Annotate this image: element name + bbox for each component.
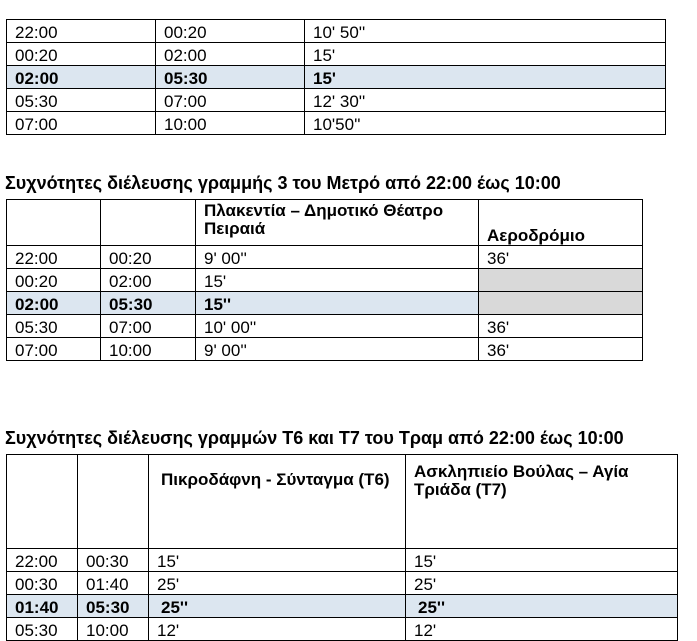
table-row	[7, 89, 666, 112]
tram-t6-t7-heading: Συχνότητες διέλευσης γραμμών Τ6 και Τ7 του Τραμ από 22:00 έως 10:00	[5, 428, 624, 448]
time-to: 07:00	[101, 315, 196, 338]
time-from: 00:20	[7, 269, 101, 292]
table-row	[7, 112, 666, 135]
table-row	[7, 20, 666, 43]
time-to: 00:20	[101, 246, 196, 269]
time-from: 02:00	[7, 292, 101, 315]
time-to: 07:00	[156, 89, 305, 112]
time-from: 00:30	[7, 572, 78, 595]
metro-line3-frequency-table	[6, 199, 643, 361]
frequency-t7: 12'	[406, 618, 678, 641]
time-to: 00:30	[78, 549, 149, 572]
metro-line3-heading: Συχνότητες διέλευσης γραμμής 3 του Μετρό από 22:00 έως 10:00	[5, 173, 561, 193]
empty-header-cell	[7, 455, 78, 549]
table-row-highlighted	[7, 66, 666, 89]
table-row	[7, 269, 643, 292]
frequency-piraeus: 9' 00''	[196, 246, 479, 269]
frequency-t7: 25'	[406, 572, 678, 595]
frequency-piraeus: 10' 00''	[196, 315, 479, 338]
table-row-highlighted	[7, 595, 678, 618]
time-from: 05:30	[7, 315, 101, 338]
table-row	[7, 43, 666, 66]
frequency-t6: 25''	[149, 595, 406, 618]
frequency: 10' 50''	[305, 20, 666, 43]
time-from: 07:00	[7, 338, 101, 361]
frequency-airport: 36'	[479, 338, 643, 361]
time-from: 22:00	[7, 549, 78, 572]
frequency-t6: 12'	[149, 618, 406, 641]
table-row	[7, 572, 678, 595]
table-row	[7, 618, 678, 641]
frequency: 15'	[305, 43, 666, 66]
table-header-row	[7, 200, 643, 246]
frequency: 10'50''	[305, 112, 666, 135]
column-header-t7: Ασκληπιείο Βούλας – Αγία Τριάδα (Τ7)	[406, 455, 678, 549]
frequency-piraeus: 9' 00''	[196, 338, 479, 361]
column-header-airport: Αεροδρόμιο	[479, 200, 643, 246]
time-from: 00:20	[7, 43, 156, 66]
frequency-airport: 36'	[479, 246, 643, 269]
frequency-airport-empty	[479, 269, 643, 292]
table-row	[7, 549, 678, 572]
frequency-airport: 36'	[479, 315, 643, 338]
tram-frequency-table	[6, 454, 678, 641]
time-to: 10:00	[78, 618, 149, 641]
frequency-t7: 15'	[406, 549, 678, 572]
frequency: 15'	[305, 66, 666, 89]
time-from: 22:00	[7, 20, 156, 43]
table-row	[7, 246, 643, 269]
empty-header-cell	[7, 200, 101, 246]
table-row	[7, 315, 643, 338]
frequency-piraeus: 15'	[196, 269, 479, 292]
time-to: 05:30	[101, 292, 196, 315]
time-to: 02:00	[101, 269, 196, 292]
table-row-highlighted	[7, 292, 643, 315]
empty-header-cell	[101, 200, 196, 246]
time-to: 01:40	[78, 572, 149, 595]
time-to: 10:00	[101, 338, 196, 361]
time-to: 10:00	[156, 112, 305, 135]
frequency-t7: 25''	[406, 595, 678, 618]
time-from: 01:40	[7, 595, 78, 618]
time-from: 22:00	[7, 246, 101, 269]
empty-header-cell	[78, 455, 149, 549]
time-from: 05:30	[7, 89, 156, 112]
frequency-airport-empty	[479, 292, 643, 315]
line1-frequency-table	[6, 19, 666, 135]
frequency-t6: 25'	[149, 572, 406, 595]
time-to: 00:20	[156, 20, 305, 43]
time-from: 02:00	[7, 66, 156, 89]
frequency-t6: 15'	[149, 549, 406, 572]
time-to: 05:30	[156, 66, 305, 89]
column-header-piraeus: Πλακεντία – Δημοτικό Θέατρο Πειραιά	[196, 200, 479, 246]
frequency-piraeus: 15''	[196, 292, 479, 315]
time-from: 07:00	[7, 112, 156, 135]
time-from: 05:30	[7, 618, 78, 641]
table-row	[7, 338, 643, 361]
time-to: 05:30	[78, 595, 149, 618]
column-header-t6: Πικροδάφνη - Σύνταγμα (Τ6)	[149, 455, 406, 549]
frequency: 12' 30''	[305, 89, 666, 112]
time-to: 02:00	[156, 43, 305, 66]
table-header-row	[7, 455, 678, 549]
